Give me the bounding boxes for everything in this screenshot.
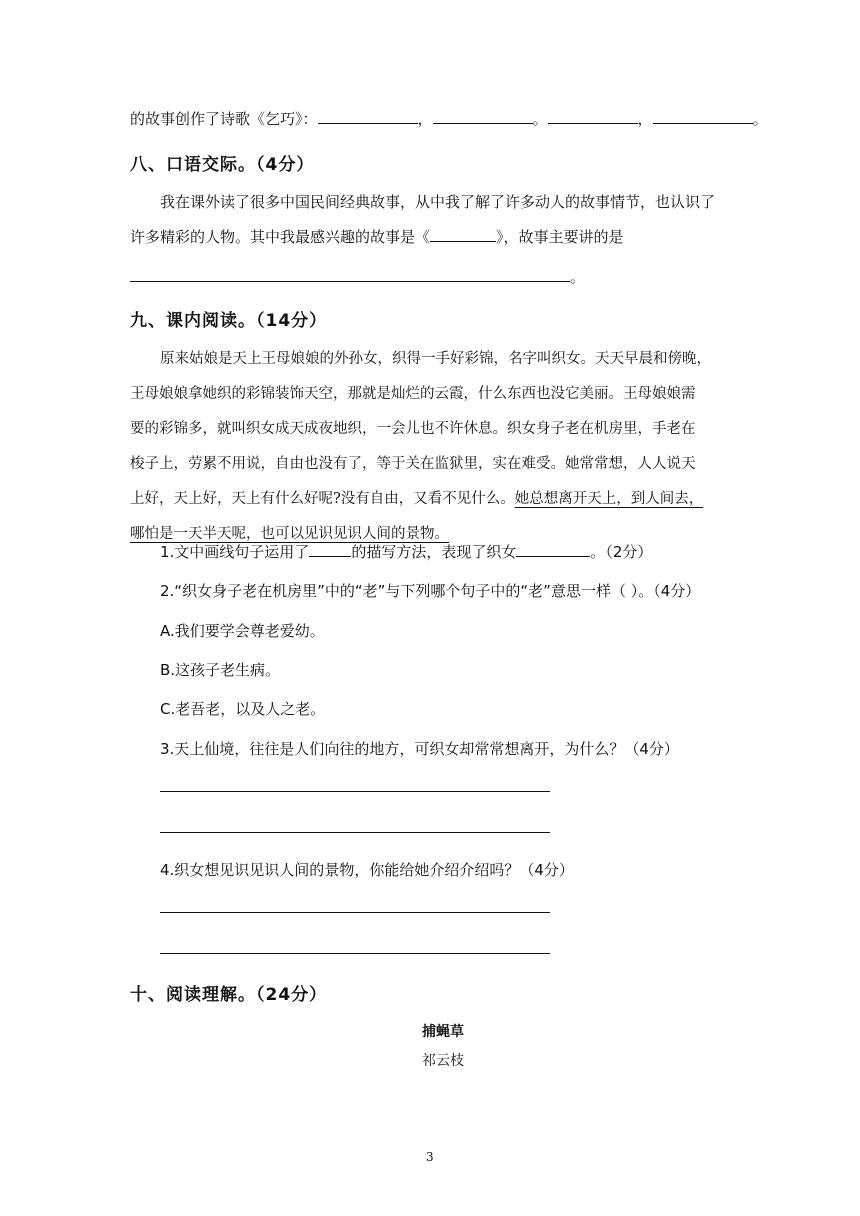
passage-line-1: 原来姑娘是天上王母娘娘的外孙女，织得一手好彩锦，名字叫织女。天天早晨和傍晚，: [160, 351, 711, 367]
question-4-answer-line-1[interactable]: [160, 912, 550, 913]
period-2: 。: [752, 110, 768, 128]
question-1-blank-b[interactable]: [516, 542, 590, 557]
comma-1: ，: [417, 110, 433, 128]
option-a: A.我们要学会尊老爱幼。: [160, 622, 325, 640]
section-9-heading: 九、课内阅读。（14分）: [130, 311, 328, 331]
option-b: B.这孩子老生病。: [160, 661, 281, 679]
article-author: 祁云枝: [422, 1053, 464, 1069]
answer-blank-4[interactable]: [653, 109, 753, 124]
underlined-sentence-part2: 哪怕是一天半天呢，也可以见识见识人间的景物。: [130, 526, 449, 542]
story-prompt-text-2: 》，故事主要讲的是: [496, 228, 624, 246]
period-1: 。: [532, 110, 548, 128]
answer-blank-2[interactable]: [433, 109, 533, 124]
question-1-text-b: 的描写方法，表现了织女: [351, 543, 517, 561]
question-3-answer-line-1[interactable]: [160, 791, 550, 792]
question-4-answer-line-2[interactable]: [160, 953, 550, 954]
summary-period: 。: [570, 268, 586, 286]
section-8-paragraph-line2: [130, 226, 624, 247]
option-c: C.老吾老，以及人之老。: [160, 700, 326, 718]
question-4: 4.织女想见识见识人间的景物，你能给她介绍介绍吗？（4分）: [160, 861, 574, 879]
story-summary-line: [130, 266, 585, 287]
page-number: 3: [426, 1150, 434, 1164]
passage-line-3: 要的彩锦多，就叫织女成天成夜地织，一会儿也不许休息。织女身子老在机房里，手老在: [130, 421, 696, 437]
question-2: 2.“织女身子老在机房里”中的“老”与下列哪个句子中的“老”意思一样（ ）。（4分）: [160, 582, 701, 600]
passage-line-5-text: 上好，天上好，天上有什么好呢?没有自由，又看不见什么。: [130, 491, 515, 507]
passage-line-4: 梭子上，劳累不用说，自由也没有了，等于关在监狱里，实在难受。她常常想，人人说天: [130, 456, 696, 472]
passage-line-2: 王母娘娘拿她织的彩锦装饰天空，那就是灿烂的云霞，什么东西也没它美丽。王母娘娘需: [130, 386, 696, 402]
story-summary-blank[interactable]: [130, 267, 570, 282]
section-8-paragraph-line1: 我在课外读了很多中国民间经典故事，从中我了解了许多动人的故事情节，也认识了: [160, 193, 716, 211]
comma-2: ，: [637, 110, 653, 128]
section-8-heading: 八、口语交际。（4分）: [130, 155, 315, 175]
question-1-text-a: 1.文中画线句子运用了: [160, 543, 310, 561]
question-3: 3.天上仙境，往往是人们向往的地方，可织女却常常想离开，为什么？（4分）: [160, 740, 679, 758]
answer-blank-1[interactable]: [318, 109, 418, 124]
story-prompt-text: 许多精彩的人物。其中我最感兴趣的故事是《: [130, 228, 431, 246]
question-1: [160, 541, 652, 562]
poem-question-text: 的故事创作了诗歌《乞巧》：: [130, 110, 318, 128]
question-3-answer-line-2[interactable]: [160, 832, 550, 833]
question-1-blank-a[interactable]: [309, 542, 351, 557]
story-title-blank[interactable]: [430, 227, 496, 242]
passage-line-5: [130, 487, 703, 508]
answer-blank-3[interactable]: [548, 109, 638, 124]
question-1-text-c: 。（2分）: [590, 543, 653, 561]
underlined-sentence-part1: 她总想离开天上，到人间去，: [514, 491, 704, 507]
article-title: 捕蝇草: [422, 1024, 464, 1040]
section-10-heading: 十、阅读理解。（24分）: [130, 985, 328, 1005]
poem-question-line: [130, 108, 768, 129]
